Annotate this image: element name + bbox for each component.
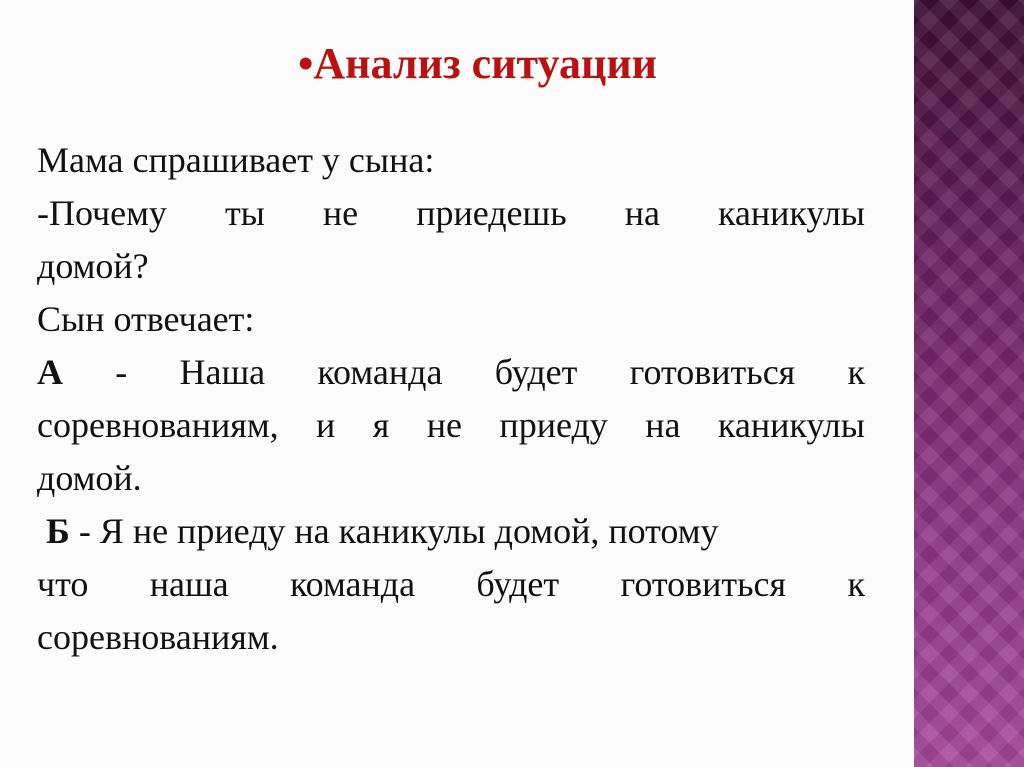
word: и [316, 405, 336, 445]
word: на [645, 405, 681, 445]
option-b-line-1 [37, 505, 865, 558]
option-a-line-3: домой. [37, 458, 142, 498]
option-b-marker: Б [46, 511, 70, 551]
word: на [624, 193, 660, 233]
word: готовиться [629, 352, 796, 392]
slide-title: •Анализ ситуации [298, 39, 658, 88]
word: наша [149, 564, 229, 604]
slide-body [37, 134, 865, 664]
word: приеду [499, 405, 608, 445]
word: не [322, 193, 359, 233]
word: ты [224, 193, 265, 233]
option-a-line-2 [37, 399, 865, 452]
option-b-line-3: соревнованиям. [37, 617, 279, 657]
word: команда [290, 564, 416, 604]
word: к [847, 564, 865, 604]
word: будет [476, 564, 560, 604]
decorative-side-band [914, 0, 1024, 767]
body-line-4: Сын отвечает: [37, 299, 255, 339]
word: Наша [179, 352, 266, 392]
word: я [372, 405, 390, 445]
word: приедешь [416, 193, 567, 233]
option-b-line-2 [37, 558, 865, 611]
word: каникулы [717, 193, 865, 233]
word: - [115, 352, 128, 392]
word: соревнованиям, [37, 405, 279, 445]
word: будет [494, 352, 578, 392]
body-line-1: Мама спрашивает у сына: [37, 140, 435, 180]
word: -Почему [37, 193, 167, 233]
body-line-2 [37, 187, 865, 240]
option-a-marker: А [37, 352, 63, 392]
word: не [426, 405, 462, 445]
option-a-line-1 [37, 346, 865, 399]
word: готовиться [620, 564, 787, 604]
word: что [37, 564, 89, 604]
word: каникулы [717, 405, 865, 445]
body-line-3: домой? [37, 246, 149, 286]
word: к [847, 352, 865, 392]
option-b-text: - Я не приеду на каникулы домой, потому [78, 511, 719, 551]
word: команда [317, 352, 443, 392]
